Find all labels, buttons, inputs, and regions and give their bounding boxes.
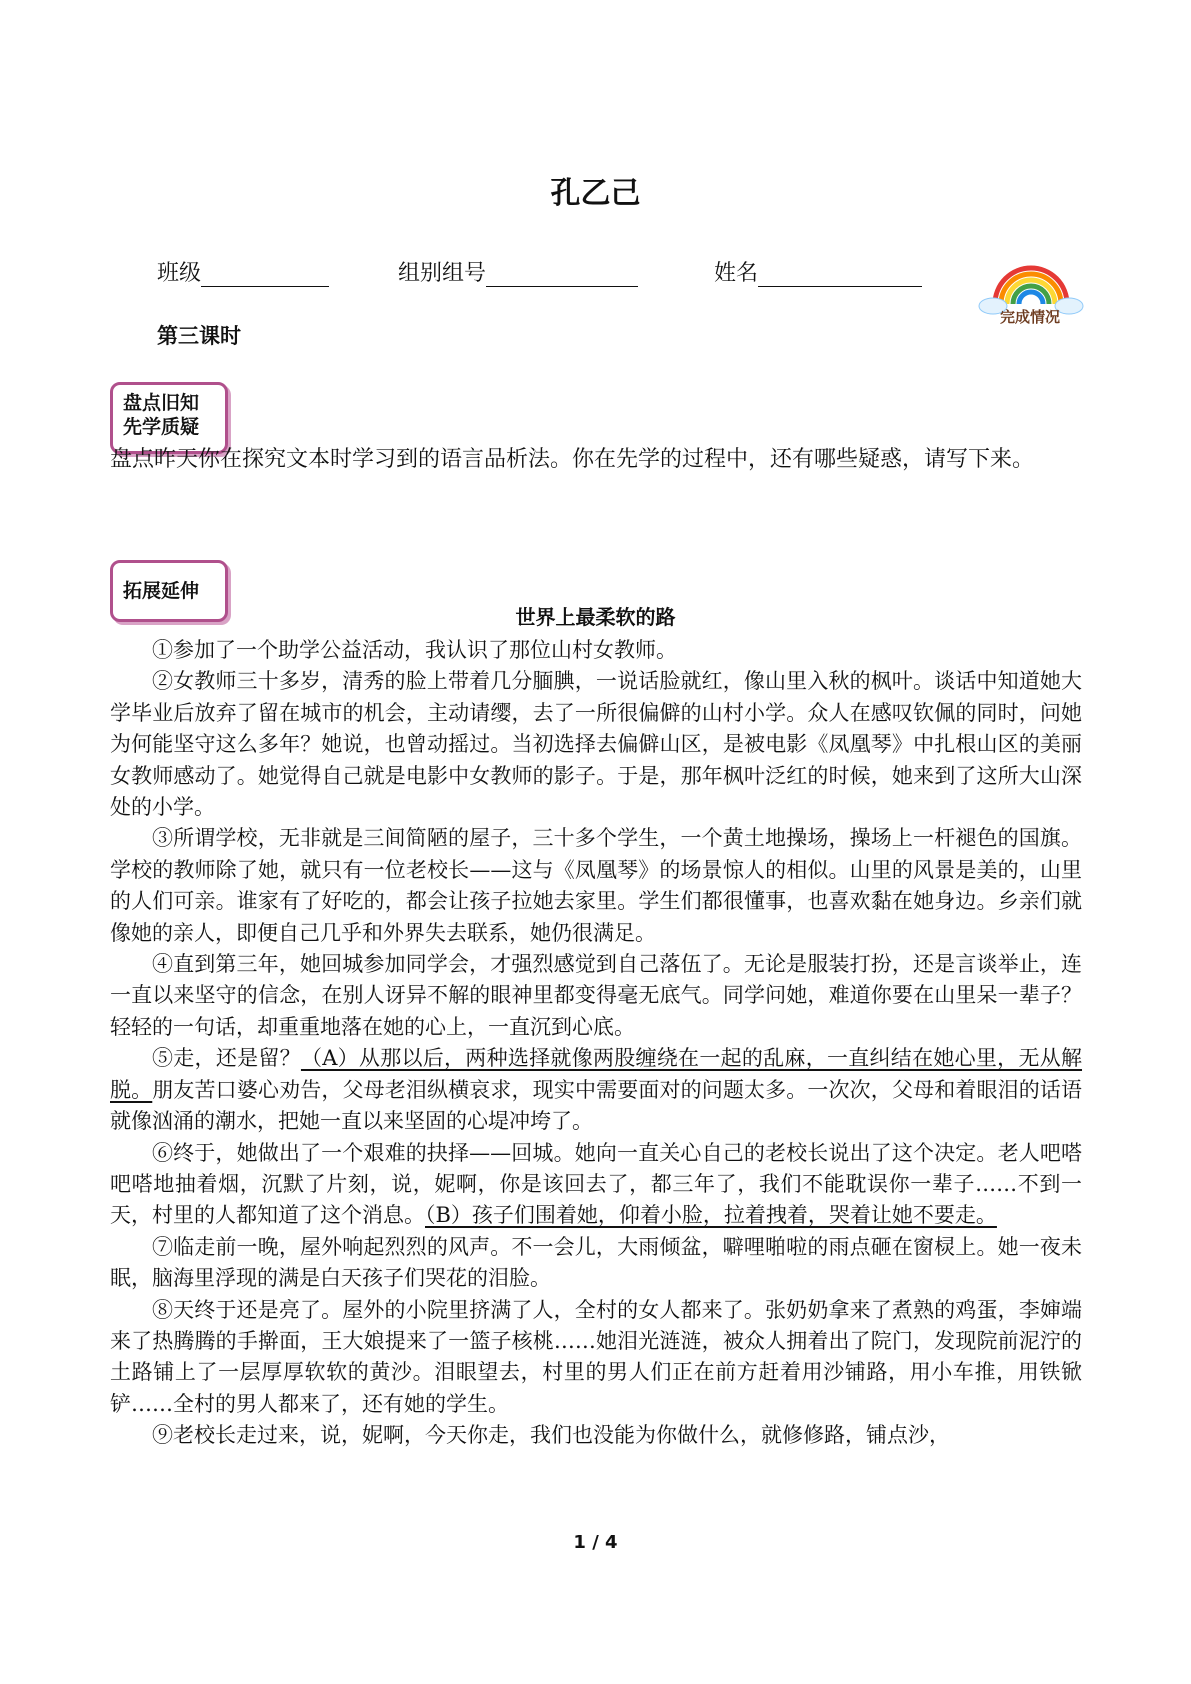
- class-blank[interactable]: [201, 264, 329, 287]
- group-blank[interactable]: [486, 264, 638, 287]
- story-title: 世界上最柔软的路: [515, 605, 676, 629]
- section-label-line-1: 盘点旧知: [123, 392, 200, 414]
- name-blank[interactable]: [758, 264, 922, 287]
- class-label: 班级: [157, 261, 202, 286]
- underlined-sentence-b: （B）孩子们围着她，仰着小脸，拉着拽着，哭着让她不要走。: [425, 1203, 997, 1228]
- name-field: [714, 256, 922, 287]
- paragraph-5-rest: 朋友苦口婆心劝告，父母老泪纵横哀求，现实中需要面对的问题太多。一次次，父母和着眼泪的话语就像汹涌的潮水，把她一直以来坚固的心堤冲垮了。: [110, 1077, 1083, 1134]
- paragraph-5: [110, 1043, 1082, 1137]
- paragraph-5-lead: ⑤走，还是留？: [152, 1046, 301, 1071]
- review-instructions: 盘点昨天你在探究文本时学习到的语言品析法。你在先学的过程中，还有哪些疑惑，请写下来。: [110, 447, 1035, 472]
- paragraph-6-lead: ⑥终于，她做出了一个艰难的抉择——回城。她向一直关心自己的老校长说出了这个决定。老人吧嗒吧嗒地抽着烟，沉默了片刻，说，妮啊，你是该回去了，都三年了，我们不能耽误你一辈子……不到一天，村里的人都知道了这个消息。: [110, 1140, 1082, 1228]
- class-field: [157, 256, 329, 287]
- group-label: 组别组号: [398, 261, 487, 286]
- paragraph-2: ②女教师三十多岁，清秀的脸上带着几分腼腆，一说话脸就红，像山里入秋的枫叶。谈话中知道她大学毕业后放弃了留在城市的机会，主动请缨，去了一所很偏僻的山村小学。众人在感叹钦佩的同时，问她为何能坚守这么多年？她说，也曾动摇过。当初选择去偏僻山区，是被电影《凤凰琴》中扎根山区的美丽女教师感动了。她觉得自己就是电影中女教师的影子。于是，那年枫叶泛红的时候，她来到了这所大山深处的小学。: [110, 669, 1082, 820]
- story-body: [110, 635, 1082, 1452]
- group-field: [398, 256, 638, 287]
- paragraph-7: ⑦临走前一晚，屋外响起烈烈的风声。不一会儿，大雨倾盆，噼哩啪啦的雨点砸在窗棂上。她一夜未眠，脑海里浮现的满是白天孩子们哭花的泪脸。: [110, 1234, 1082, 1291]
- page-title: 孔乙己: [550, 176, 641, 211]
- section-label-text: 拓展延伸: [123, 580, 200, 602]
- lesson-heading: 第三课时: [157, 324, 241, 348]
- underlined-sentence-a: （A）从那以后，两种选择就像两股缠绕在一起的乱麻，一直纠结在她心里，无从解脱。: [110, 1046, 1083, 1102]
- paragraph-6: [110, 1138, 1082, 1232]
- page-number: 1 / 4: [573, 1532, 618, 1553]
- section-label-line-2: 先学质疑: [123, 416, 200, 438]
- rainbow-badge-icon: [975, 258, 1085, 326]
- paragraph-1: ①参加了一个助学公益活动，我认识了那位山村女教师。: [152, 638, 677, 662]
- paragraph-4: ④直到第三年，她回城参加同学会，才强烈感觉到自己落伍了。无论是服装打扮，还是言谈举止，连一直以来坚守的信念，在别人讶异不解的眼神里都变得毫无底气。同学问她，难道你要在山里呆一辈子？轻轻的一句话，却重重地落在她的心上，一直沉到心底。: [110, 952, 1082, 1039]
- paragraph-8: ⑧天终于还是亮了。屋外的小院里挤满了人，全村的女人都来了。张奶奶拿来了煮熟的鸡蛋，李婶端来了热腾腾的手擀面，王大娘提来了一篮子核桃……她泪光涟涟，被众人拥着出了院门，发现院前泥泞的土路铺上了一层厚厚软软的黄沙。泪眼望去，村里的男人们正在前方赶着用沙铺路，用小车推，用铁锨铲……全村的男人都来了，还有她的学生。: [110, 1297, 1082, 1416]
- paragraph-3: ③所谓学校，无非就是三间简陋的屋子，三十多个学生，一个黄土地操场，操场上一杆褪色的国旗。学校的教师除了她，就只有一位老校长——这与《凤凰琴》的场景惊人的相似。山里的风景是美的，山里的人们可亲。谁家有了好吃的，都会让孩子拉她去家里。学生们都很懂事，也喜欢黏在她身边。乡亲们就像她的亲人，即便自己几乎和外界失去联系，她仍很满足。: [110, 826, 1082, 945]
- name-label: 姓名: [714, 261, 759, 286]
- paragraph-9: ⑨老校长走过来，说，妮啊，今天你走，我们也没能为你做什么，就修修路，铺点沙，: [152, 1423, 950, 1448]
- badge-text: 完成情况: [999, 308, 1061, 326]
